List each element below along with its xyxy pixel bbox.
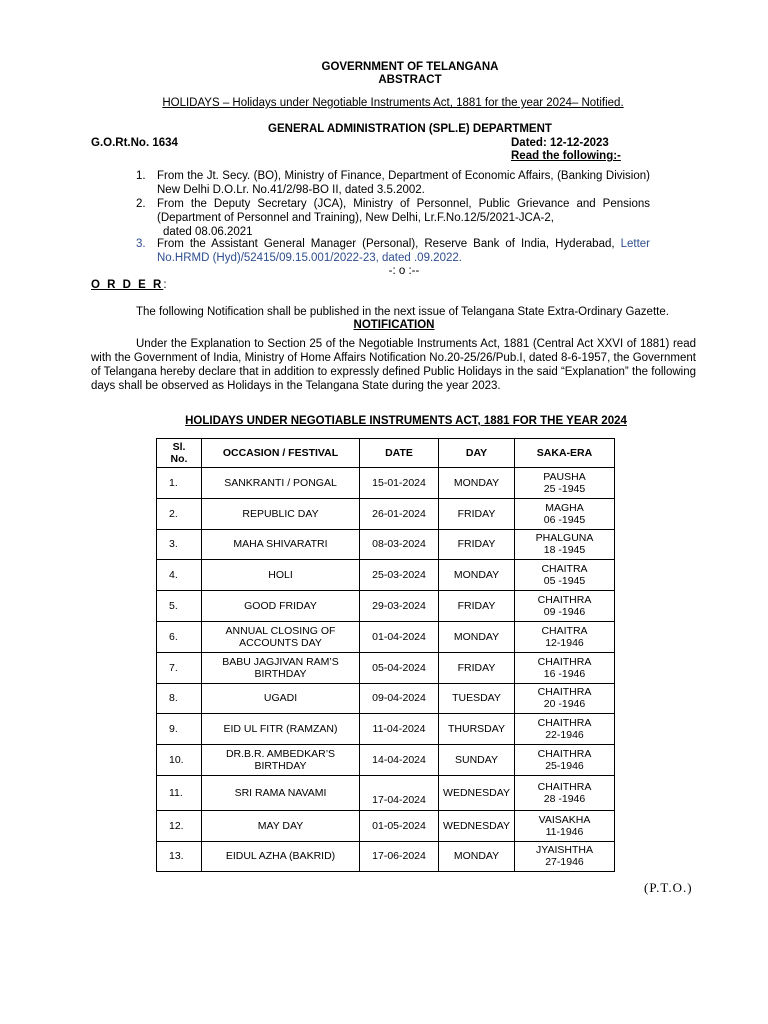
cell-occasion: REPUBLIC DAY	[202, 498, 360, 529]
cell-saka-era: PAUSHA 25 -1945	[515, 468, 615, 499]
cell-saka-era: CHAITHRA 25-1946	[515, 745, 615, 776]
cell-saka-era: CHAITHRA 22-1946	[515, 714, 615, 745]
cell-occasion: BABU JAGJIVAN RAM’S BIRTHDAY	[202, 652, 360, 683]
reference-item	[157, 237, 650, 265]
table-row	[157, 841, 615, 872]
cell-occasion: SANKRANTI / PONGAL	[202, 468, 360, 499]
cell-day: MONDAY	[439, 468, 515, 499]
cell-saka-era: JYAISHTHA 27-1946	[515, 841, 615, 872]
cell-date: 25-03-2024	[360, 560, 439, 591]
table-row	[157, 498, 615, 529]
order-heading	[91, 278, 169, 292]
cell-occasion: EID UL FITR (RAMZAN)	[202, 714, 360, 745]
table-row	[157, 652, 615, 683]
cell-occasion: EIDUL AZHA (BAKRID)	[202, 841, 360, 872]
cell-sl-no: 9.	[157, 714, 202, 745]
cell-day: SUNDAY	[439, 745, 515, 776]
cell-date: 17-04-2024	[360, 775, 439, 810]
read-following-label: Read the following:-	[511, 150, 621, 162]
cell-date: 05-04-2024	[360, 652, 439, 683]
abstract-heading: ABSTRACT	[378, 74, 442, 86]
cell-date: 08-03-2024	[360, 529, 439, 560]
cell-occasion: MAHA SHIVARATRI	[202, 529, 360, 560]
cell-day: WEDNESDAY	[439, 775, 515, 810]
table-title: HOLIDAYS UNDER NEGOTIABLE INSTRUMENTS ACT, 1881 FOR THE YEAR 2024	[185, 415, 627, 427]
cell-sl-no: 4.	[157, 560, 202, 591]
order-colon: :	[163, 279, 169, 291]
cell-date: 26-01-2024	[360, 498, 439, 529]
reference-number: 2.	[136, 198, 146, 210]
cell-saka-era: CHAITHRA 20 -1946	[515, 683, 615, 714]
cell-saka-era: PHALGUNA 18 -1945	[515, 529, 615, 560]
table-row	[157, 683, 615, 714]
reference-number: 1.	[136, 170, 146, 182]
cell-day: MONDAY	[439, 841, 515, 872]
order-label: O R D E R	[91, 279, 164, 291]
cell-day: WEDNESDAY	[439, 810, 515, 841]
cell-saka-era: CHAITHRA 28 -1946	[515, 775, 615, 810]
cell-date: 15-01-2024	[360, 468, 439, 499]
table-row	[157, 591, 615, 622]
cell-saka-era: VAISAKHA 11-1946	[515, 810, 615, 841]
cell-occasion: MAY DAY	[202, 810, 360, 841]
header-saka-era: SAKA-ERA	[515, 439, 615, 468]
cell-date: 11-04-2024	[360, 714, 439, 745]
cell-occasion: HOLI	[202, 560, 360, 591]
cell-sl-no: 2.	[157, 498, 202, 529]
subject-line: HOLIDAYS – Holidays under Negotiable Instruments Act, 1881 for the year 2024– Notified.	[162, 97, 624, 109]
cell-day: FRIDAY	[439, 652, 515, 683]
pto-note: (P.T.O.)	[644, 880, 693, 895]
cell-saka-era: CHAITRA 12-1946	[515, 621, 615, 652]
header-sl-no: Sl. No.	[157, 439, 202, 468]
cell-date: 17-06-2024	[360, 841, 439, 872]
government-heading: GOVERNMENT OF TELANGANA	[321, 61, 499, 73]
header-day: DAY	[439, 439, 515, 468]
cell-sl-no: 13.	[157, 841, 202, 872]
reference-text: From the Assistant General Manager (Personal), Reserve Bank of India, Hyderabad,	[157, 238, 615, 250]
cell-day: TUESDAY	[439, 683, 515, 714]
cell-sl-no: 6.	[157, 621, 202, 652]
cell-saka-era: CHAITHRA 16 -1946	[515, 652, 615, 683]
cell-day: MONDAY	[439, 621, 515, 652]
cell-sl-no: 7.	[157, 652, 202, 683]
cell-occasion: DR.B.R. AMBEDKAR’S BIRTHDAY	[202, 745, 360, 776]
go-number: G.O.Rt.No. 1634	[91, 137, 178, 149]
cell-date: 14-04-2024	[360, 745, 439, 776]
cell-day: MONDAY	[439, 560, 515, 591]
table-row	[157, 529, 615, 560]
table-header-row	[157, 439, 615, 468]
go-date: Dated: 12-12-2023	[511, 137, 609, 149]
reference-text: From the Deputy Secretary (JCA), Ministry of Personnel, Public Grievance and Pensions (Department of Personnel and Training), New Delhi, Lr.F.No.12/5/2021-JCA-2,	[157, 198, 650, 224]
cell-day: FRIDAY	[439, 498, 515, 529]
table-row	[157, 810, 615, 841]
cell-sl-no: 11.	[157, 775, 202, 810]
cell-saka-era: CHAITRA 05 -1945	[515, 560, 615, 591]
cell-occasion: UGADI	[202, 683, 360, 714]
cell-saka-era: MAGHA 06 -1945	[515, 498, 615, 529]
cell-sl-no: 1.	[157, 468, 202, 499]
cell-sl-no: 8.	[157, 683, 202, 714]
table-row	[157, 468, 615, 499]
cell-occasion: SRI RAMA NAVAMI	[202, 775, 360, 810]
cell-sl-no: 10.	[157, 745, 202, 776]
cell-day: FRIDAY	[439, 591, 515, 622]
header-occasion: OCCASION / FESTIVAL	[202, 439, 360, 468]
cell-date: 01-04-2024	[360, 621, 439, 652]
cell-day: THURSDAY	[439, 714, 515, 745]
cell-saka-era: CHAITHRA 09 -1946	[515, 591, 615, 622]
holidays-table	[156, 438, 615, 872]
reference-text: From the Jt. Secy. (BO), Ministry of Finance, Department of Economic Affairs, (Banking Division) New Delhi D.O.Lr. No.41/2/98-BO II, dated 3.5.2002.	[157, 170, 650, 196]
notification-heading: NOTIFICATION	[353, 319, 435, 331]
cell-sl-no: 12.	[157, 810, 202, 841]
table-row	[157, 714, 615, 745]
table-row	[157, 775, 615, 810]
table-row	[157, 745, 615, 776]
cell-date: 09-04-2024	[360, 683, 439, 714]
department-heading: GENERAL ADMINISTRATION (SPL.E) DEPARTMENT	[268, 123, 552, 135]
reference-letter-number: Letter No.HRMD (Hyd)/52415/09.15.001/2022-23, dated .09.2022.	[157, 238, 650, 264]
cell-date: 29-03-2024	[360, 591, 439, 622]
cell-day: FRIDAY	[439, 529, 515, 560]
publish-instruction: The following Notification shall be published in the next issue of Telangana State Extra-Ordinary Gazette.	[136, 306, 669, 318]
table-row	[157, 560, 615, 591]
section-separator: -: o :--	[388, 265, 420, 277]
reference-item	[157, 197, 650, 239]
cell-occasion: ANNUAL CLOSING OF ACCOUNTS DAY	[202, 621, 360, 652]
reference-number: 3.	[136, 238, 146, 250]
header-date: DATE	[360, 439, 439, 468]
reference-text-tail: dated 08.06.2021	[163, 226, 253, 238]
table-row	[157, 621, 615, 652]
cell-date: 01-05-2024	[360, 810, 439, 841]
cell-sl-no: 5.	[157, 591, 202, 622]
notification-paragraph: Under the Explanation to Section 25 of the Negotiable Instruments Act, 1881 (Central Act XXVI of 1881) read with the Government of India, Ministry of Home Affairs Notification No.20-25/26/Pub.I, dated 8-6-1957, the Government of Telangana hereby declare that in addition to expressly defined Public Holidays in the said “Explanation” the following days shall be observed as Holidays in the Telangana State during the year 2023.	[91, 338, 696, 392]
cell-occasion: GOOD FRIDAY	[202, 591, 360, 622]
cell-sl-no: 3.	[157, 529, 202, 560]
